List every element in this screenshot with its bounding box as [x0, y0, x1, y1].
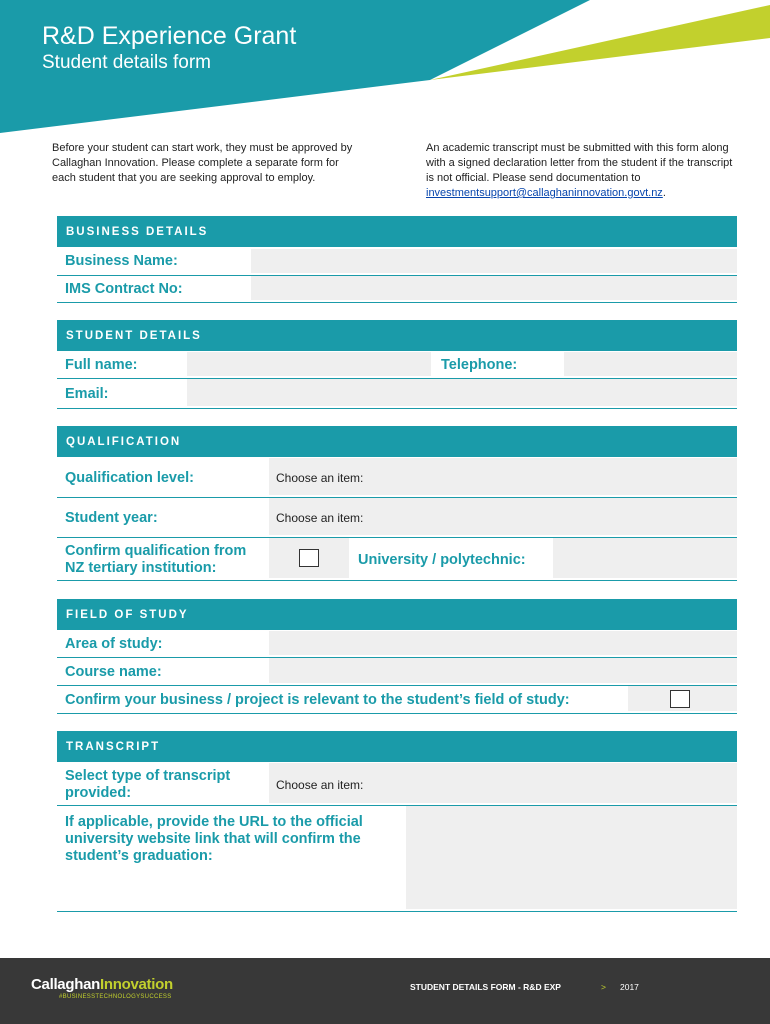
university-input[interactable]	[553, 538, 737, 578]
full-name-row	[57, 352, 737, 379]
footer-year: 2017	[620, 982, 639, 992]
area-of-study-row	[57, 631, 737, 658]
course-name-row	[57, 658, 737, 686]
business-name-row	[57, 249, 737, 276]
intro-left: Before your student can start work, they must be approved by Callaghan Innovation. Please complete a separate form for each student that you are seeking approval to employ.	[52, 142, 353, 184]
transcript-type-label	[65, 768, 230, 802]
transcript-type-line1: Select type of transcript	[65, 768, 231, 784]
section-business-details: BUSINESS DETAILS	[57, 216, 737, 247]
transcript-type-line2: provided:	[65, 785, 132, 801]
qualification-level-row	[57, 458, 737, 498]
transcript-type-value: Choose an item:	[276, 778, 364, 792]
logo-first-word: Callaghan	[31, 976, 100, 993]
telephone-label: Telephone:	[441, 357, 518, 373]
relevance-checkbox[interactable]	[670, 690, 690, 708]
business-name-label: Business Name:	[65, 253, 178, 269]
confirm-qualification-line1: Confirm qualification from	[65, 543, 247, 559]
section-qualification: QUALIFICATION	[57, 426, 737, 457]
intro-right-text: An academic transcript must be submitted with this form along with a signed declaration letter from the student if the transcript is not official. Please send documentation to	[426, 142, 733, 184]
email-row	[57, 379, 737, 409]
intro-right	[426, 141, 736, 201]
student-year-value: Choose an item:	[276, 511, 364, 525]
confirm-qualification-cell	[269, 538, 349, 578]
relevance-row	[57, 686, 737, 714]
transcript-url-line3: student’s graduation:	[65, 848, 213, 864]
transcript-url-line1: If applicable, provide the URL to the official	[65, 814, 363, 830]
footer-form-name: STUDENT DETAILS FORM - R&D EXP	[410, 982, 561, 992]
footer	[0, 958, 770, 1024]
full-name-label: Full name:	[65, 357, 138, 373]
transcript-url-label	[65, 814, 363, 865]
relevance-label: Confirm your business / project is relevant to the student’s field of study:	[65, 692, 570, 708]
transcript-url-row	[57, 806, 737, 912]
logo-second-word: Innovation	[99, 976, 173, 993]
confirm-qualification-row	[57, 538, 737, 581]
ims-contract-row	[57, 276, 737, 303]
support-email-link[interactable]: investmentsupport@callaghaninnovation.govt.nz	[426, 187, 663, 199]
section-field-of-study: FIELD OF STUDY	[57, 599, 737, 630]
ims-contract-label: IMS Contract No:	[65, 281, 183, 297]
transcript-url-input[interactable]	[406, 806, 737, 909]
transcript-type-row	[57, 763, 737, 806]
section-student-details: STUDENT DETAILS	[57, 320, 737, 351]
footer-separator: >	[601, 982, 606, 992]
page-title: R&D Experience Grant	[42, 22, 297, 50]
logo-tagline: #BUSINESSTECHNOLOGYSUCCESS	[59, 994, 172, 1000]
email-input[interactable]	[187, 379, 737, 406]
business-name-input[interactable]	[251, 249, 737, 273]
relevance-cell	[628, 686, 737, 711]
email-label: Email:	[65, 386, 109, 402]
area-of-study-input[interactable]	[269, 631, 737, 655]
confirm-qualification-checkbox[interactable]	[299, 549, 319, 567]
transcript-type-select[interactable]	[269, 763, 737, 803]
qualification-level-value: Choose an item:	[276, 471, 364, 485]
intro-right-end: .	[662, 187, 666, 199]
telephone-input[interactable]	[564, 352, 737, 376]
full-name-input[interactable]	[187, 352, 431, 376]
page-subtitle: Student details form	[42, 52, 211, 73]
university-label: University / polytechnic:	[358, 552, 526, 568]
ims-contract-input[interactable]	[251, 276, 737, 300]
course-name-label: Course name:	[65, 664, 162, 680]
section-transcript: TRANSCRIPT	[57, 731, 737, 762]
qualification-level-label: Qualification level:	[65, 470, 194, 486]
qualification-level-select[interactable]	[269, 458, 737, 495]
student-year-label: Student year:	[65, 510, 158, 526]
student-year-row	[57, 498, 737, 538]
confirm-qualification-line2: NZ tertiary institution:	[65, 560, 217, 576]
callaghan-innovation-logo	[31, 976, 173, 993]
course-name-input[interactable]	[269, 658, 737, 683]
transcript-url-line2: university website link that will confirm the	[65, 831, 361, 847]
confirm-qualification-label	[65, 543, 246, 577]
area-of-study-label: Area of study:	[65, 636, 163, 652]
student-year-select[interactable]	[269, 498, 737, 535]
